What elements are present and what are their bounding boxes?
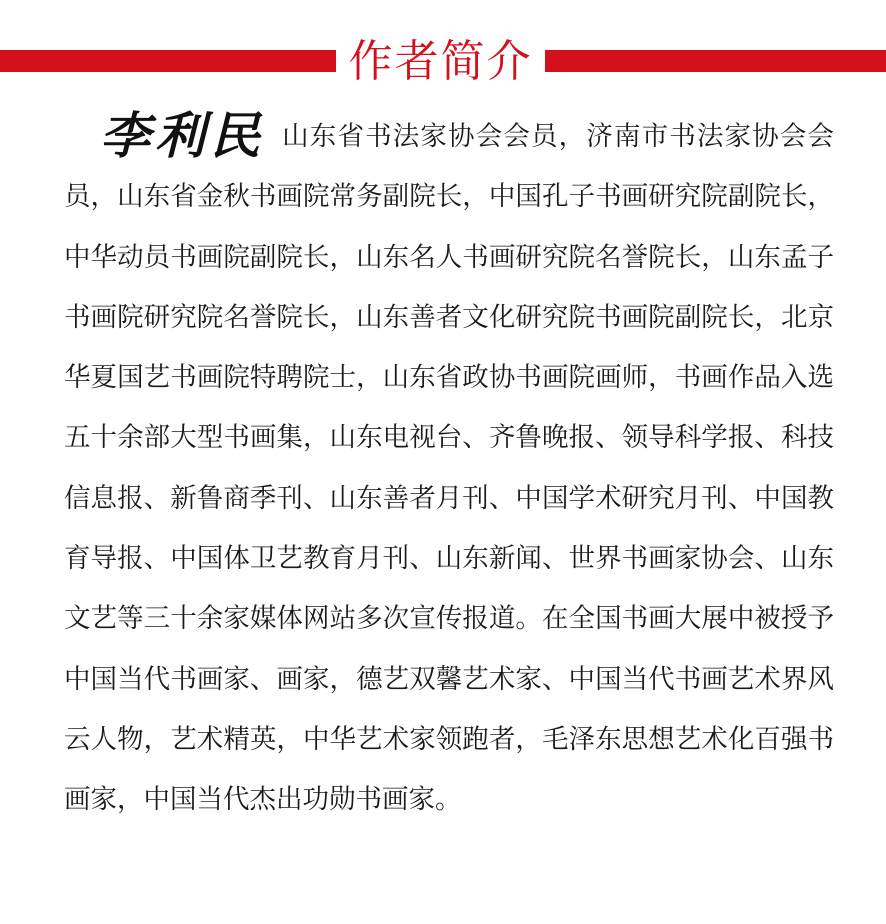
author-bio-text: 山东省书法家协会会员，济南市书法家协会会员，山东省金秋书画院常务副院长，中国孔子书画研究院副院长，中华动员书画院副院长，山东名人书画研究院名誉院长，山东孟子书画院研究院名誉院长，山东善者文化研究院书画院副院长，北京华夏国艺书画院特聘院士，山东省政协书画院画师，书画作品入选五十余部大型书画集，山东电视台、齐鲁晚报、领导科学报、科技信息报、新鲁商季刊、山东善者月刊、中国学术研究月刊、中国教育导报、中国体卫艺教育月刊、山东新闻、世界书画家协会、山东文艺等三十余家媒体网站多次宣传报道。在全国书画大展中被授予中国当代书画家、画家，德艺双馨艺术家、中国当代书画艺术界风云人物，艺术精英，中华艺术家领跑者，毛泽东思想艺术化百强书画家，中国当代杰出功勋书画家。 [64, 121, 834, 816]
header-rule-right [545, 50, 886, 72]
author-bio-paragraph [64, 106, 834, 831]
section-title: 作者简介 [348, 36, 533, 87]
header-rule-left [0, 50, 336, 72]
author-name: 李利民 [100, 106, 265, 165]
